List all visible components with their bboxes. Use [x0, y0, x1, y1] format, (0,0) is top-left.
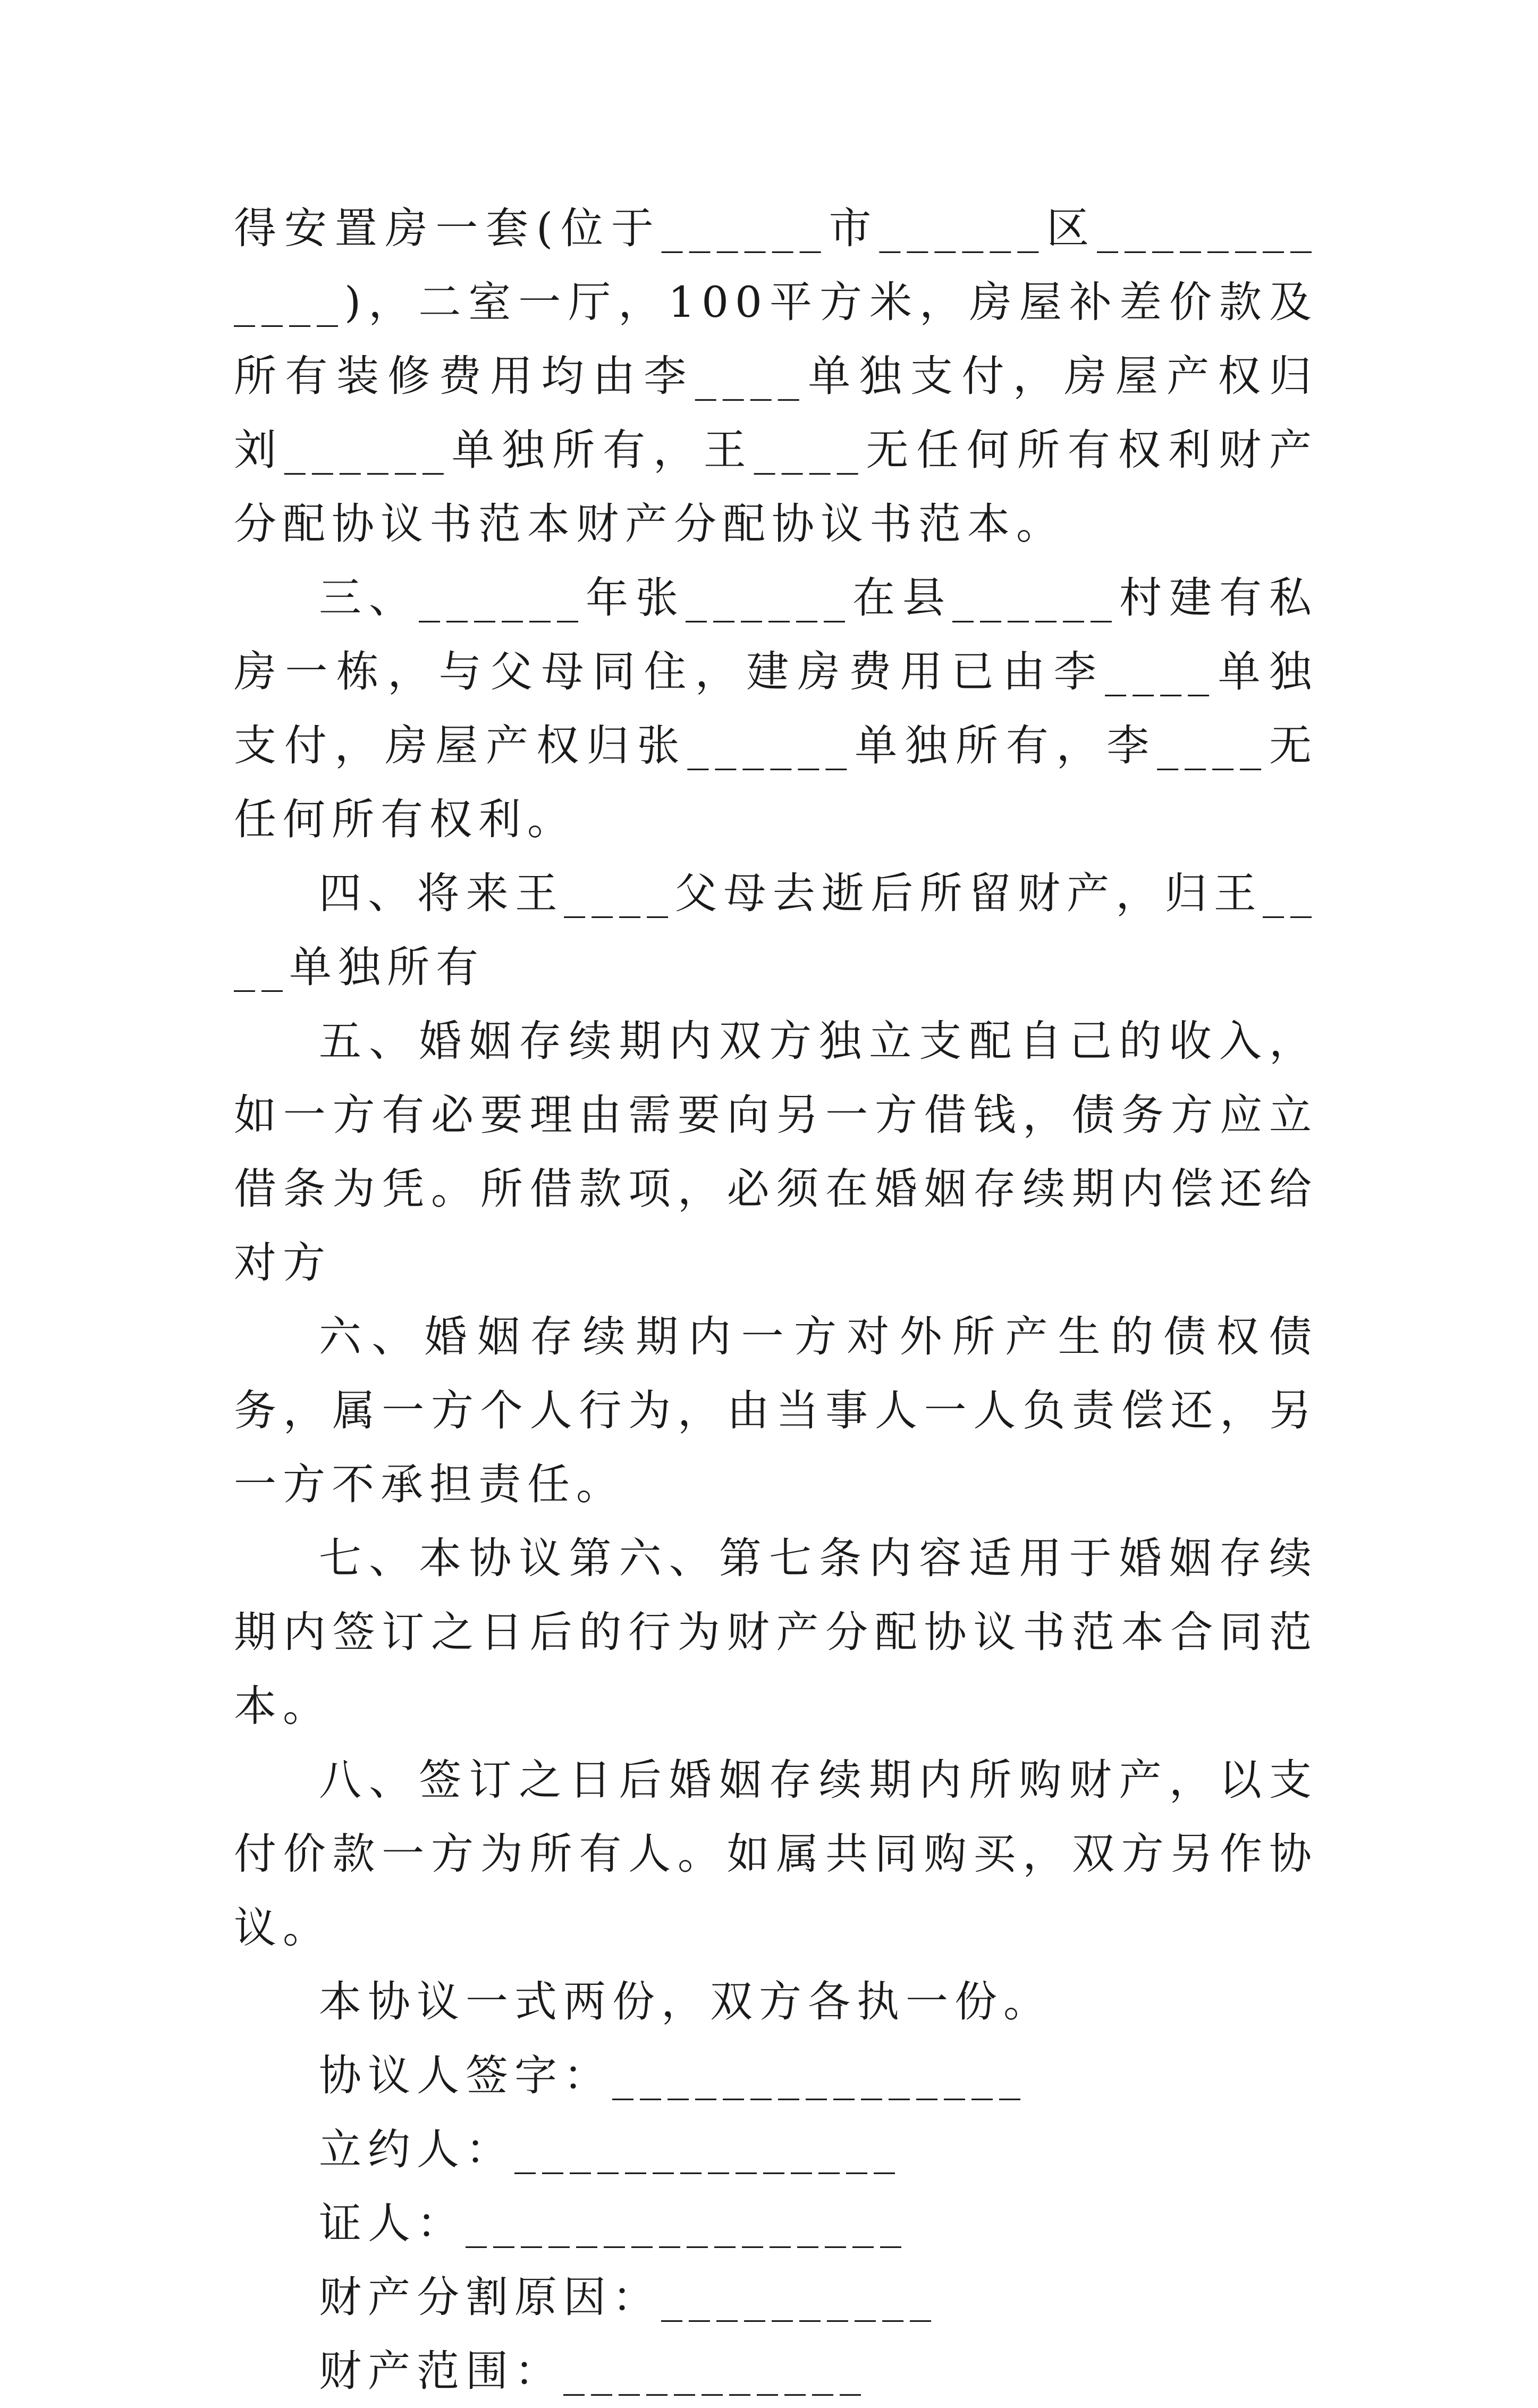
field-line-property-scope — [234, 2334, 1318, 2408]
field-blank: ___________ — [563, 2346, 867, 2396]
signature-label: 证人： — [319, 2199, 466, 2248]
field-label: 财产分割原因： — [319, 2272, 661, 2322]
signature-line-witness — [234, 2186, 1318, 2260]
paragraph-copies-note: 本协议一式两份，双方各执一份。 — [319, 1977, 1052, 2026]
paragraph-clause-five: 五、婚姻存续期内双方独立支配自己的收入，如一方有必要理由需要向另一方借钱，债务方应立借条为凭。所借款项，必须在婚姻存续期内偿还给对方 — [234, 1016, 1318, 1287]
paragraph-clause-three: 三、______年张______在县______村建有私房一栋，与父母同住，建房费用已由李____单独支付，房屋产权归张______单独所有，李____无任何所有权利。 — [234, 573, 1318, 844]
field-label: 财产范围： — [319, 2346, 563, 2396]
signature-line-agreement-parties — [234, 2039, 1318, 2112]
paragraph-clause-eight: 八、签订之日后婚姻存续期内所购财产，以支付价款一方为所有人。如属共同购买，双方另作协议。 — [234, 1755, 1318, 1952]
document-page — [234, 191, 1318, 2408]
signature-label: 协议人签字： — [319, 2051, 612, 2100]
signature-blank: ______________ — [514, 2125, 901, 2174]
signature-blank: _______________ — [612, 2051, 1027, 2100]
signature-label: 立约人： — [319, 2125, 514, 2174]
field-blank: __________ — [661, 2272, 937, 2322]
paragraph-clause-four: 四、将来王____父母去逝后所留财产，归王____单独所有 — [234, 869, 1318, 992]
paragraph-clause-six: 六、婚姻存续期内一方对外所产生的债权债务，属一方个人行为，由当事人一人负责偿还，另一方不承担责任。 — [234, 1312, 1318, 1509]
field-line-division-reason — [234, 2260, 1318, 2334]
paragraph-housing-allocation: 得安置房一套(位于______市______区____________)，二室一厅，100平方米，房屋补差价款及所有装修费用均由李____单独支付，房屋产权归刘______单独所有，王____无任何所有权利财产分配协议书范本财产分配协议书范本。 — [234, 204, 1318, 549]
paragraph-clause-seven: 七、本协议第六、第七条内容适用于婚姻存续期内签订之日后的行为财产分配协议书范本合同范本。 — [234, 1534, 1318, 1731]
signature-blank: ________________ — [466, 2199, 908, 2248]
signature-line-contractor — [234, 2112, 1318, 2186]
